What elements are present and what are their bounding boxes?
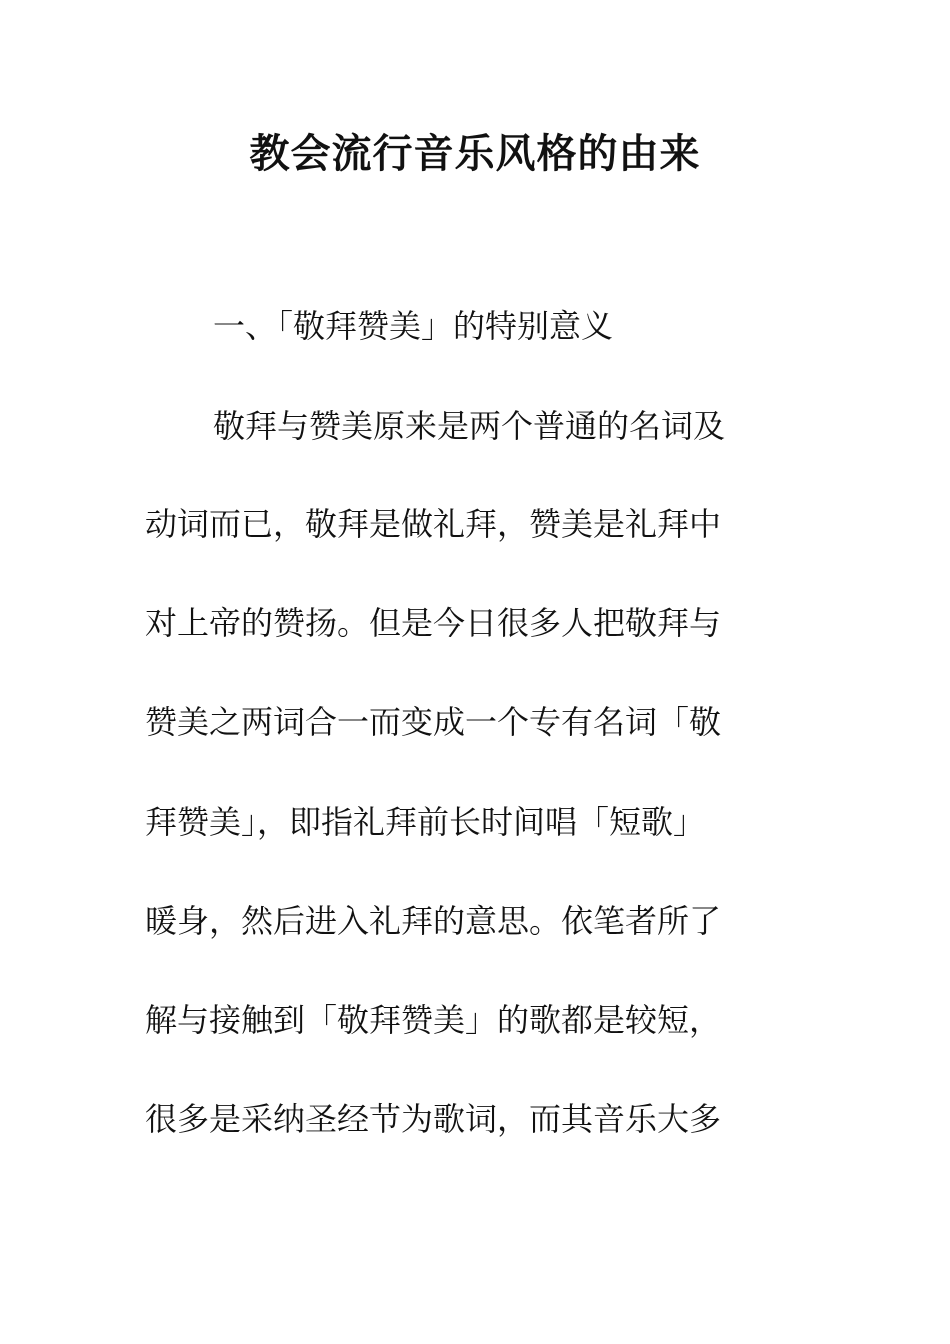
paragraph-line-8: 很多是采纳圣经节为歌词，而其音乐大多 [145,1100,722,1138]
paragraph-line-2: 动词而已，敬拜是做礼拜，赞美是礼拜中 [145,505,722,543]
paragraph-line-5: 拜赞美」，即指礼拜前长时间唱「短歌」 [145,803,706,841]
paragraph-line-7: 解与接触到「敬拜赞美」的歌都是较短， [145,1001,722,1039]
paragraph-line-1: 敬拜与赞美原来是两个普通的名词及 [213,407,726,445]
document-title: 教会流行音乐风格的由来 [249,130,701,177]
paragraph-line-4: 赞美之两词合一而变成一个专有名词「敬 [145,703,722,741]
paragraph-line-3: 对上帝的赞扬。但是今日很多人把敬拜与 [145,604,722,642]
section-heading: 一、「敬拜赞美」的特别意义 [213,307,614,345]
paragraph-line-6: 暖身，然后进入礼拜的意思。依笔者所了 [145,902,722,940]
